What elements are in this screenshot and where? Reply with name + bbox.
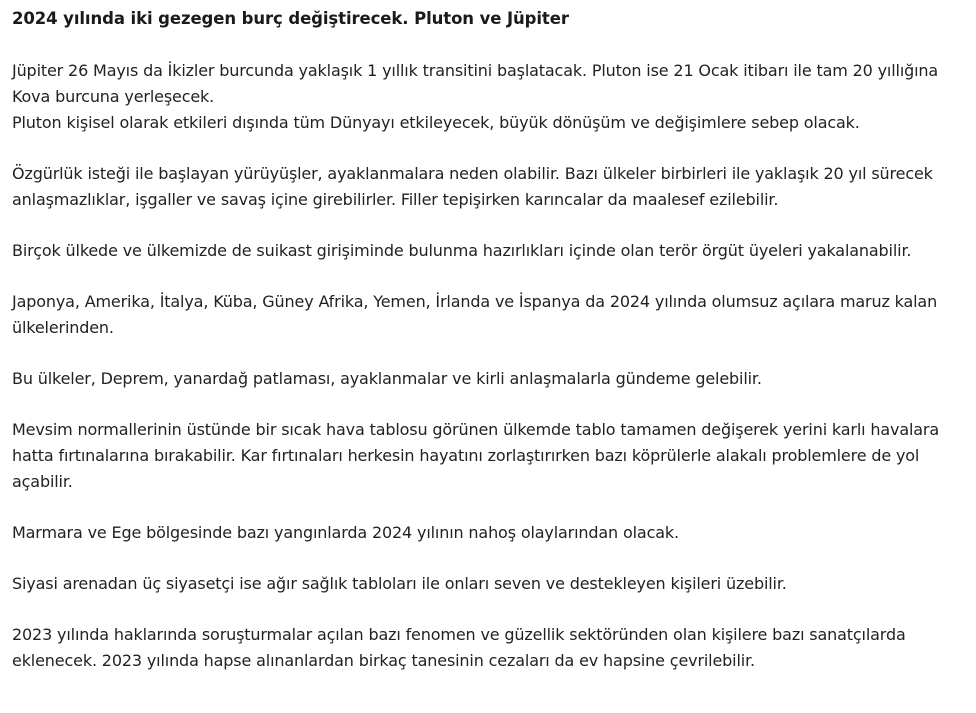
paragraph-fenomen [12,622,964,674]
paragraph-yangin [12,520,964,546]
paragraph-suikast [12,238,964,264]
paragraph-line: Japonya, Amerika, İtalya, Küba, Güney Afrika, Yemen, İrlanda ve İspanya da 2024 yılında olumsuz açılara maruz kalan ülkelerinden. [12,292,938,337]
paragraph-ulkeler [12,289,964,341]
paragraph-line: Özgürlük isteği ile başlayan yürüyüşler, ayaklanmalara neden olabilir. Bazı ülkeler birbirleri ile yaklaşık 20 yıl sürecek anlaşmazlıklar, işgaller ve savaş içine girebilirler. Filler tepişirken karıncalar da maalesef ezilebilir. [12,164,933,209]
paragraph-hava [12,417,964,495]
paragraph-line: Jüpiter 26 Mayıs da İkizler burcunda yaklaşık 1 yıllık transitini başlatacak. Pluton ise 21 Ocak itibarı ile tam 20 yıllığına Kova burcuna yerleşecek. [12,61,939,106]
paragraph-line: Siyasi arenadan üç siyasetçi ise ağır sağlık tabloları ile onları seven ve destekleyen kişileri üzebilir. [12,574,787,593]
article-title: 2024 yılında iki gezegen burç değiştirecek. Pluton ve Jüpiter [12,9,569,28]
paragraph-line: Marmara ve Ege bölgesinde bazı yangınlarda 2024 yılının nahoş olaylarından olacak. [12,523,679,542]
paragraph-line: Birçok ülkede ve ülkemizde de suikast girişiminde bulunma hazırlıkları içinde olan terör örgüt üyeleri yakalanabilir. [12,241,912,260]
paragraph-line: Bu ülkeler, Deprem, yanardağ patlaması, ayaklanmalar ve kirli anlaşmalarla gündeme gelebilir. [12,369,762,388]
paragraph-line: Pluton kişisel olarak etkileri dışında tüm Dünyayı etkileyecek, büyük dönüşüm ve değişimlere sebep olacak. [12,113,860,132]
paragraph-siyaset [12,571,964,597]
paragraph-deprem [12,366,964,392]
paragraph-line: 2023 yılında haklarında soruşturmalar açılan bazı fenomen ve güzellik sektöründen olan kişilere bazı sanatçılarda eklenecek. 2023 yılında hapse alınanlardan birkaç tanesinin cezaları da ev hapsine çevrilebilir. [12,625,906,670]
paragraph-line: Mevsim normallerinin üstünde bir sıcak hava tablosu görünen ülkemde tablo tamamen değişerek yerini karlı havalara hatta fırtınalarına bırakabilir. Kar fırtınaları herkesin hayatını zorlaştırırken bazı köprülerle alakalı problemlere de yol açabilir. [12,420,940,491]
paragraph-jupiter-pluton [12,58,964,136]
paragraph-ozgurluk [12,161,964,213]
